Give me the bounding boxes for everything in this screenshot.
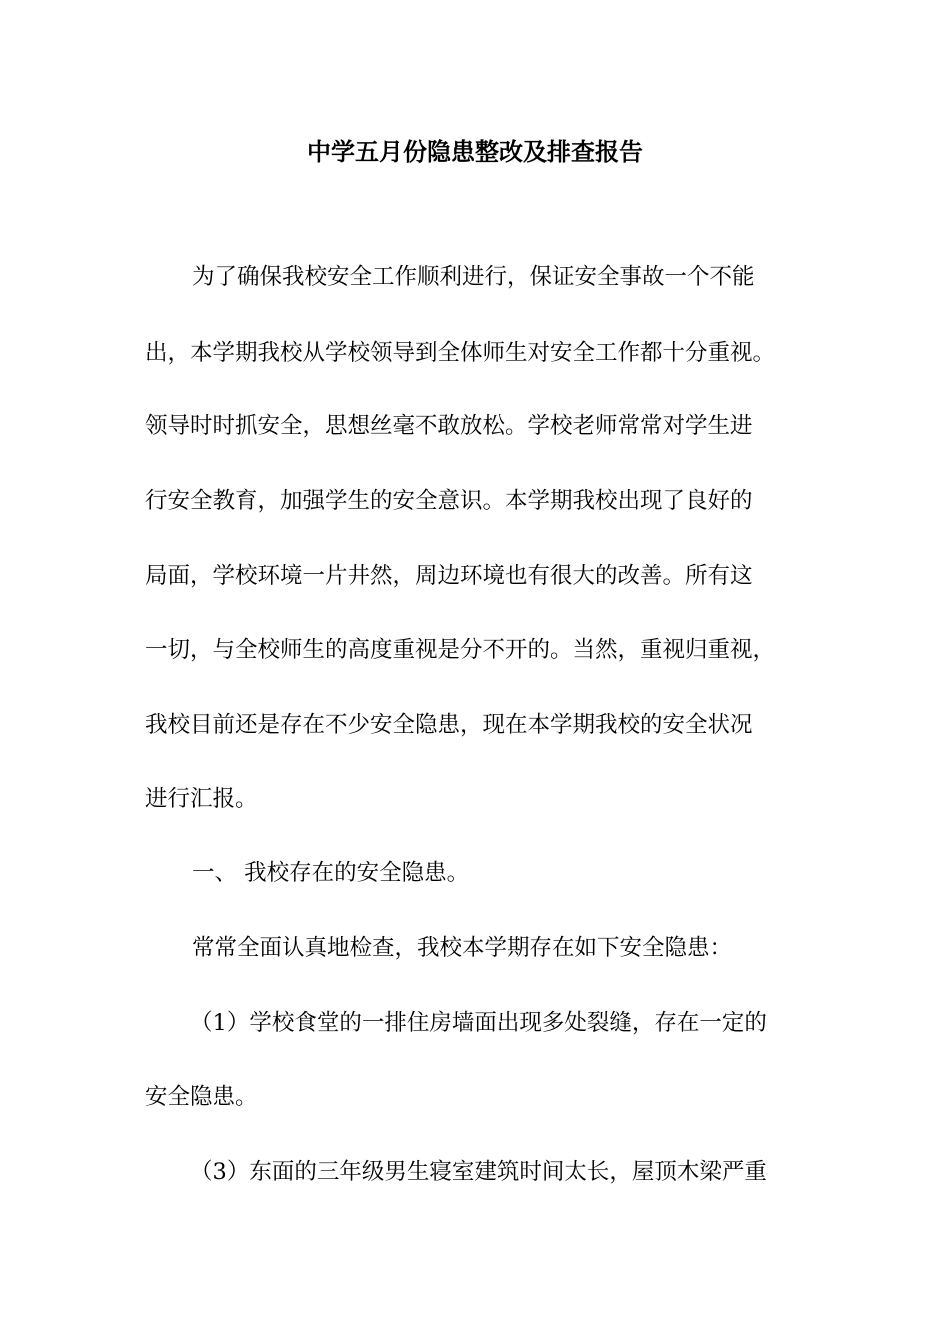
- list-item-line: 安全隐患。: [145, 1084, 258, 1110]
- paragraph-line: 行安全教育，加强学生的安全意识。本学期我校出现了良好的: [145, 488, 753, 514]
- paragraph-line: 领导时时抓安全，思想丝毫不敢放松。学校老师常常对学生进: [145, 413, 753, 439]
- paragraph-line: 出，本学期我校从学校领导到全体师生对安全工作都十分重视。: [145, 340, 776, 366]
- paragraph-line: 局面，学校环境一片井然，周边环境也有很大的改善。所有这: [145, 563, 753, 589]
- paragraph-line: 为了确保我校安全工作顺利进行，保证安全事故一个不能: [192, 264, 755, 290]
- paragraph-line: 常常全面认真地检查，我校本学期存在如下安全隐患：: [192, 935, 733, 961]
- paragraph-line: 我校目前还是存在不少安全隐患，现在本学期我校的安全状况: [145, 712, 753, 738]
- list-item-line: （3）东面的三年级男生寝室建筑时间太长，屋顶木梁严重: [190, 1159, 767, 1185]
- list-item-line: （1）学校食堂的一排住房墙面出现多处裂缝，存在一定的: [190, 1010, 767, 1036]
- document-title: 中学五月份隐患整改及排查报告: [307, 137, 643, 166]
- section-heading: 一、 我校存在的安全隐患。: [192, 860, 470, 886]
- paragraph-line: 一切，与全校师生的高度重视是分不开的。当然，重视归重视，: [145, 637, 776, 663]
- paragraph-line: 进行汇报。: [145, 786, 258, 812]
